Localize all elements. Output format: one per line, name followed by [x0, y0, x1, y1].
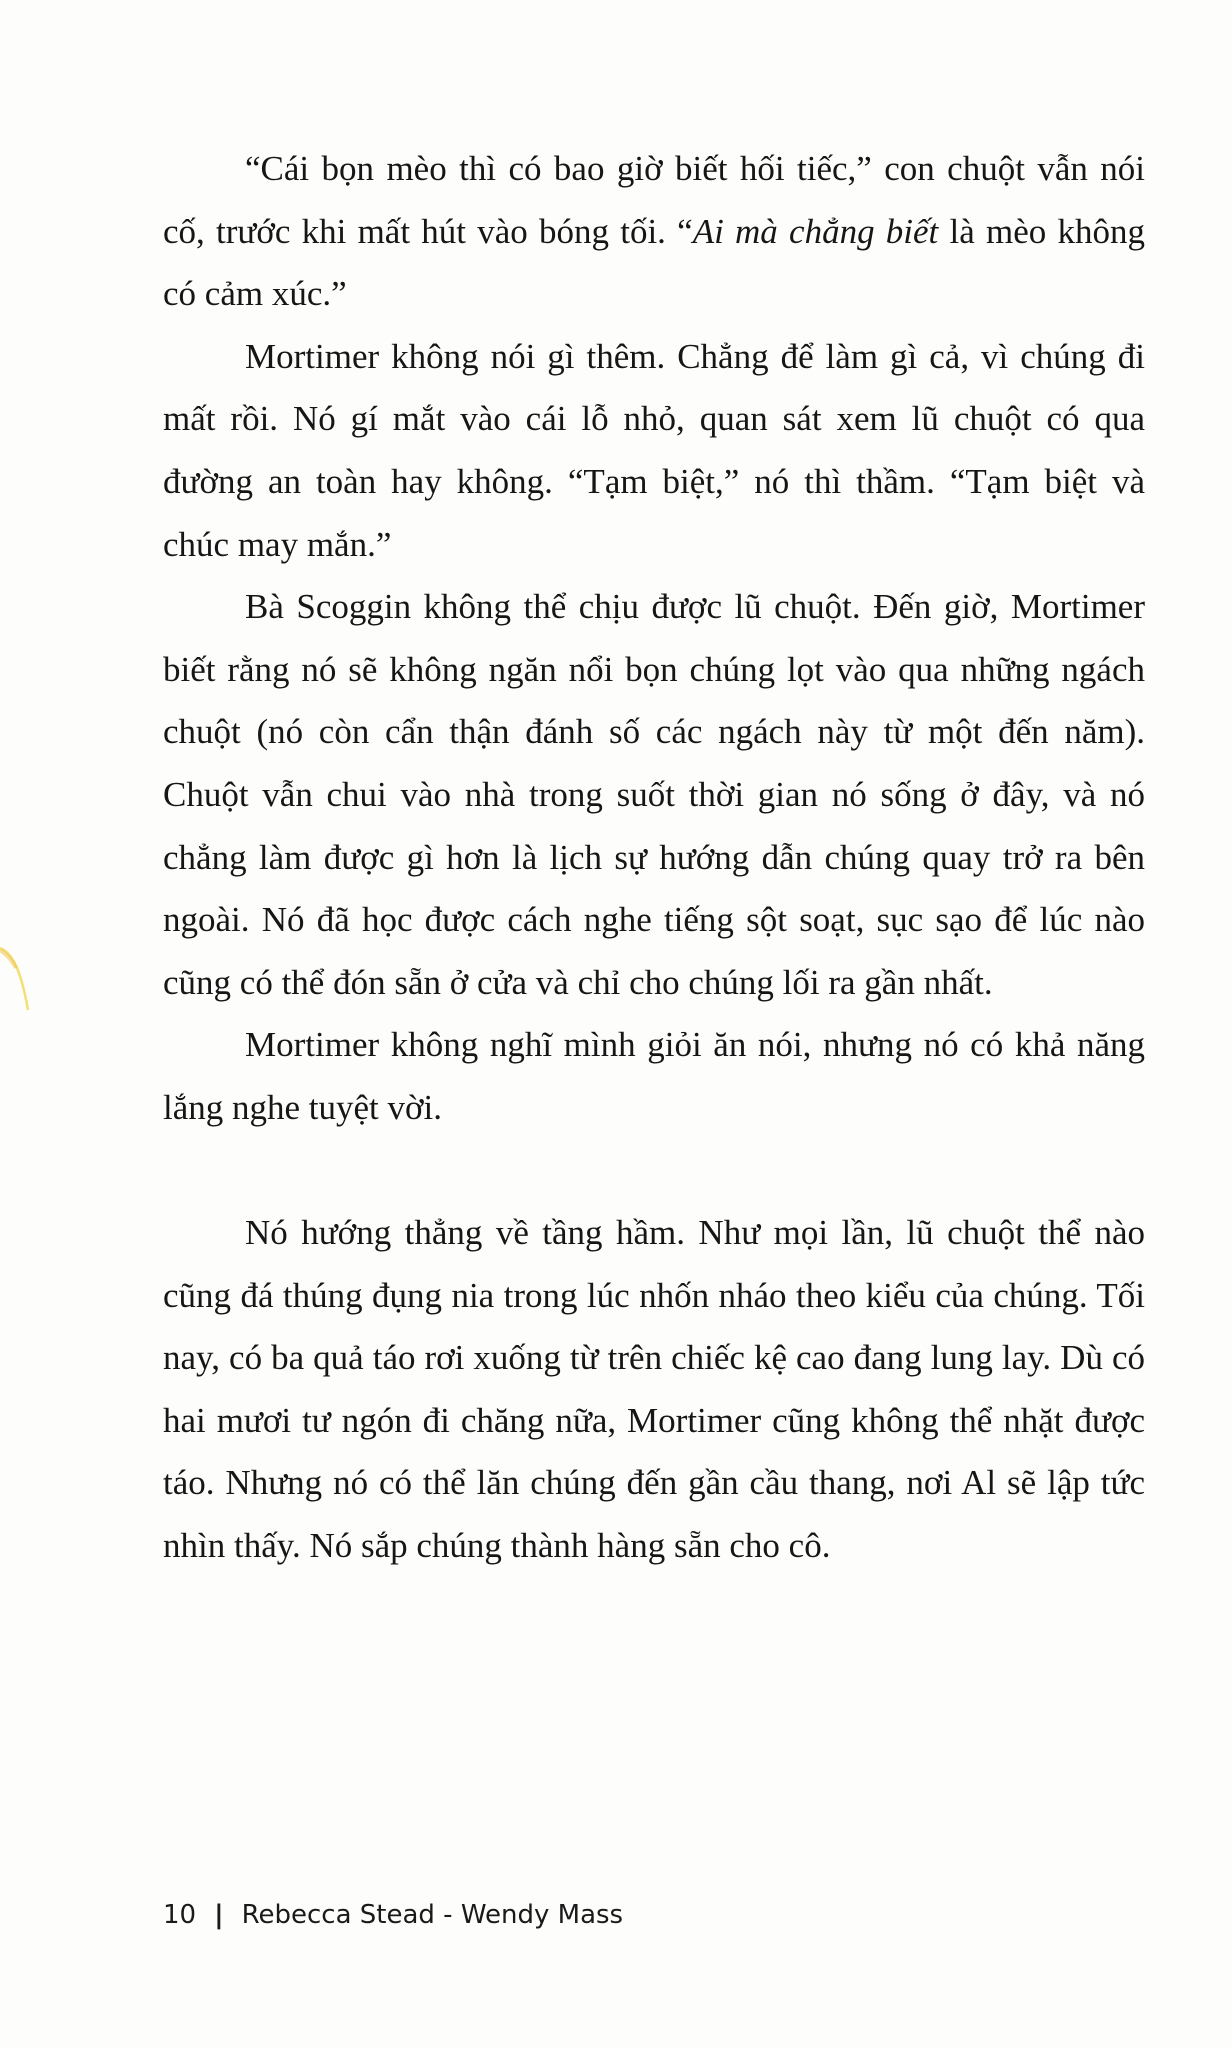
page-body	[163, 138, 1145, 1578]
paragraph-5: Nó hướng thẳng về tầng hầm. Như mọi lần, lũ chuột thể nào cũng đá thúng đụng nia trong lúc nhốn nháo theo kiểu của chúng. Tối nay, có ba quả táo rơi xuống từ trên chiếc kệ cao đang lung lay. Dù có hai mươi tư ngón đi chăng nữa, Mortimer cũng không thể nhặt được táo. Nhưng nó có thể lăn chúng đến gần cầu thang, nơi Al sẽ lập tức nhìn thấy. Nó sắp chúng thành hàng sẵn cho cô.	[163, 1213, 1145, 1566]
paragraph-3: Bà Scoggin không thể chịu được lũ chuột. Đến giờ, Mortimer biết rằng nó sẽ không ngăn nổi bọn chúng lọt vào qua những ngách chuột (nó còn cẩn thận đánh số các ngách này từ một đến năm). Chuột vẫn chui vào nhà trong suốt thời gian nó sống ở đây, và nó chẳng làm được gì hơn là lịch sự hướng dẫn chúng quay trở ra bên ngoài. Nó đã học được cách nghe tiếng sột soạt, sục sạo để lúc nào cũng có thể đón sẵn ở cửa và chỉ cho chúng lối ra gần nhất.	[163, 587, 1145, 1002]
page-footer	[163, 1900, 623, 1930]
paragraph-1	[163, 138, 1145, 326]
paragraph-1-text-a: “Cái bọn mèo thì có bao giờ biết hối tiếc,” con chuột vẫn nói cố, trước khi mất hút vào bóng tối. “	[163, 149, 1145, 251]
footer-authors: Rebecca Stead - Wendy Mass	[241, 1900, 624, 1930]
footer-separator: |	[214, 1900, 224, 1930]
paragraph-4: Mortimer không nghĩ mình giỏi ăn nói, nhưng nó có khả năng lắng nghe tuyệt vời.	[163, 1025, 1145, 1127]
paragraph-2: Mortimer không nói gì thêm. Chẳng để làm gì cả, vì chúng đi mất rồi. Nó gí mắt vào cái lỗ nhỏ, quan sát xem lũ chuột có qua đường an toàn hay không. “Tạm biệt,” nó thì thầm. “Tạm biệt và chúc may mắn.”	[163, 336, 1145, 564]
paragraph-1-italic-phrase: Ai mà chẳng biết	[692, 211, 939, 251]
margin-highlighter-mark	[0, 930, 40, 1020]
page-number: 10	[163, 1900, 197, 1930]
paragraph-1-text-b: là mèo không có cảm xúc.”	[163, 211, 1145, 314]
